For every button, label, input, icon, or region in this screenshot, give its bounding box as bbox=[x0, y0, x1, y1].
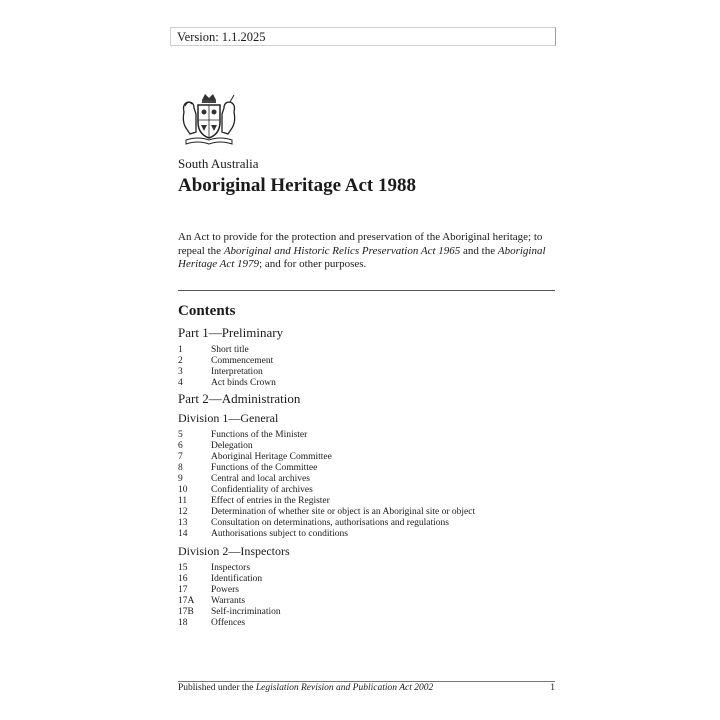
division-heading[interactable]: Division 2—Inspectors bbox=[178, 544, 290, 558]
section-number: 17B bbox=[178, 607, 194, 617]
toc-entry[interactable] bbox=[178, 463, 558, 474]
section-number: 4 bbox=[178, 378, 183, 388]
toc-entry[interactable] bbox=[178, 345, 558, 356]
section-number: 2 bbox=[178, 356, 183, 366]
section-title: Authorisations subject to conditions bbox=[211, 529, 348, 539]
section-title: Interpretation bbox=[211, 367, 263, 377]
section-title: Warrants bbox=[211, 596, 246, 606]
toc-entry[interactable] bbox=[178, 485, 558, 496]
section-number: 5 bbox=[178, 430, 183, 440]
jurisdiction: South Australia bbox=[178, 156, 259, 171]
toc-entry[interactable] bbox=[178, 618, 558, 629]
section-title: Determination of whether site or object is an Aboriginal site or object bbox=[211, 507, 476, 517]
section-title: Aboriginal Heritage Committee bbox=[211, 452, 332, 462]
toc-entry[interactable] bbox=[178, 441, 558, 452]
toc-group bbox=[178, 563, 558, 629]
section-number: 13 bbox=[178, 518, 188, 528]
section-number: 15 bbox=[178, 563, 188, 573]
section-title: Self-incrimination bbox=[211, 607, 281, 617]
section-number: 17 bbox=[178, 585, 188, 595]
toc-entry[interactable] bbox=[178, 563, 558, 574]
table-of-contents bbox=[178, 323, 558, 631]
act-title: Aboriginal Heritage Act 1988 bbox=[178, 175, 416, 196]
publication-note bbox=[178, 683, 433, 693]
section-title: Powers bbox=[211, 585, 239, 595]
toc-entry[interactable] bbox=[178, 596, 558, 607]
long-title-text: An Act to provide for the protection and preservation of the Aboriginal heritage; to repeal the bbox=[178, 231, 543, 257]
part-heading[interactable]: Part 1—Preliminary bbox=[178, 325, 284, 340]
toc-entry[interactable] bbox=[178, 356, 558, 367]
section-title: Short title bbox=[211, 345, 249, 355]
section-number: 11 bbox=[178, 496, 188, 506]
section-title: Central and local archives bbox=[211, 474, 310, 484]
long-title bbox=[178, 231, 558, 272]
long-title-text: ; and for other purposes. bbox=[259, 258, 367, 270]
section-number: 9 bbox=[178, 474, 183, 484]
section-number: 7 bbox=[178, 452, 183, 462]
section-title: Confidentiality of archives bbox=[211, 485, 313, 495]
section-title: Effect of entries in the Register bbox=[211, 496, 330, 506]
contents-heading: Contents bbox=[178, 303, 236, 319]
page-number: 1 bbox=[550, 683, 555, 693]
section-title: Inspectors bbox=[211, 563, 251, 573]
toc-entry[interactable] bbox=[178, 496, 558, 507]
section-title: Functions of the Minister bbox=[211, 430, 308, 440]
toc-group bbox=[178, 430, 558, 540]
toc-entry[interactable] bbox=[178, 518, 558, 529]
toc-entry[interactable] bbox=[178, 430, 558, 441]
toc-entry[interactable] bbox=[178, 585, 558, 596]
toc-entry[interactable] bbox=[178, 574, 558, 585]
toc-entry[interactable] bbox=[178, 529, 558, 540]
section-title: Consultation on determinations, authorisations and regulations bbox=[211, 518, 449, 528]
section-title: Identification bbox=[211, 574, 263, 584]
section-number: 18 bbox=[178, 618, 188, 628]
division-heading[interactable]: Division 1—General bbox=[178, 411, 279, 425]
repealed-act-1: Aboriginal and Historic Relics Preservation Act 1965 bbox=[223, 244, 461, 257]
section-number: 12 bbox=[178, 507, 188, 517]
section-number: 1 bbox=[178, 345, 183, 355]
section-number: 3 bbox=[178, 367, 183, 377]
toc-entry[interactable] bbox=[178, 607, 558, 618]
toc-entry[interactable] bbox=[178, 452, 558, 463]
section-title: Delegation bbox=[211, 441, 253, 451]
toc-entry[interactable] bbox=[178, 378, 558, 389]
section-title: Act binds Crown bbox=[211, 378, 276, 388]
publication-prefix: Published under the bbox=[178, 683, 256, 693]
section-number: 17A bbox=[178, 596, 195, 606]
section-title: Commencement bbox=[211, 356, 274, 366]
toc-group bbox=[178, 345, 558, 389]
toc-entry[interactable] bbox=[178, 507, 558, 518]
divider bbox=[178, 290, 555, 291]
toc-entry[interactable] bbox=[178, 474, 558, 485]
footer-divider bbox=[178, 681, 555, 682]
section-title: Offences bbox=[211, 618, 246, 628]
section-number: 14 bbox=[178, 529, 188, 539]
repealed-act-2: Aboriginal Heritage Act 1979 bbox=[178, 244, 546, 270]
long-title-text: and the bbox=[460, 244, 498, 257]
toc-entry[interactable] bbox=[178, 367, 558, 378]
version-label: Version: 1.1.2025 bbox=[170, 27, 556, 46]
section-title: Functions of the Committee bbox=[211, 463, 318, 473]
part-heading[interactable]: Part 2—Administration bbox=[178, 391, 301, 406]
footer bbox=[178, 683, 555, 693]
publication-act: Legislation Revision and Publication Act 2002 bbox=[255, 683, 434, 693]
section-number: 16 bbox=[178, 574, 188, 584]
section-number: 8 bbox=[178, 463, 183, 473]
section-number: 6 bbox=[178, 441, 183, 451]
section-number: 10 bbox=[178, 485, 188, 495]
coat-of-arms-emblem bbox=[178, 92, 240, 150]
